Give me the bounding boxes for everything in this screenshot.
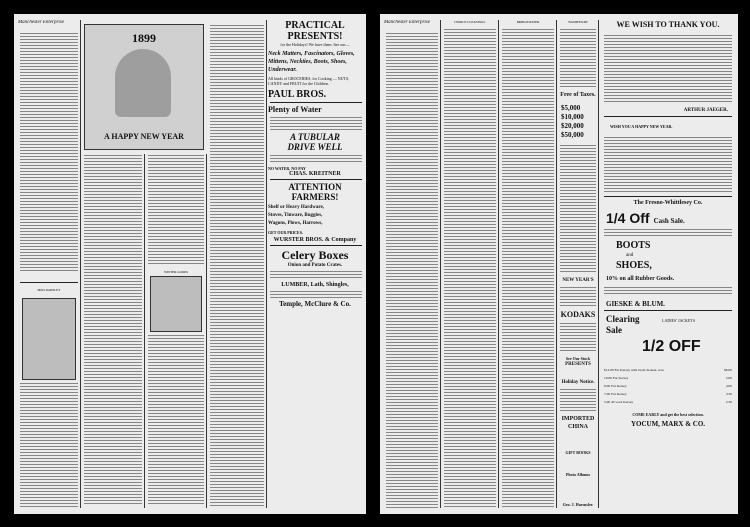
right-column-2: [442, 20, 499, 508]
masthead: Manchester Enterprise: [384, 20, 430, 25]
clearing-heading: Clearing: [606, 314, 640, 324]
come-early: COME EARLY and get the best selection.: [632, 412, 704, 417]
practical-presents-sub: for the Holidays! We have them. See our—: [280, 42, 350, 47]
price-label: 8.00 Fur Kersey: [604, 384, 627, 388]
hardware-line: Shelf or Heavy Hardware,: [268, 205, 324, 210]
price-value: $6.00: [724, 368, 732, 372]
right-column-1: [384, 20, 441, 508]
imported-heading: IMPORTED: [561, 416, 595, 422]
get-prices: GET OUR PRICES.: [268, 230, 303, 235]
gift-books: GIFT BOOKS: [565, 450, 591, 455]
stoves-line: Stoves, Tinware, Buggies,: [268, 213, 323, 218]
farmers-heading: FARMERS!: [291, 192, 339, 202]
illustration: [22, 298, 76, 380]
tubular-heading-2: DRIVE WELL: [287, 142, 343, 152]
winter-illustration: [150, 276, 202, 332]
divider: [270, 245, 362, 246]
price-row: [604, 398, 732, 406]
quarter-off-block: [606, 210, 685, 228]
fresno-name: The Fresno-Whittlesey Co.: [633, 200, 703, 206]
divider: [270, 179, 362, 180]
gieske-name: GIESKE & BLUM.: [606, 300, 665, 308]
amount-item: $5,000: [561, 104, 581, 112]
presents: PRESENTS: [565, 362, 591, 367]
left-column-2: [82, 154, 145, 508]
text-block: [604, 136, 732, 192]
amount-list: [561, 104, 584, 140]
and-word: and: [626, 253, 634, 258]
new-year-banner: A HAPPY NEW YEAR: [104, 132, 184, 141]
right-ad-column: [602, 20, 734, 508]
kodaks-heading: KODAKS: [560, 310, 596, 319]
cut-caption: WINTER GOODS: [163, 270, 189, 274]
text-block: [20, 382, 78, 508]
new-years-heading: NEW YEAR'S: [562, 278, 594, 283]
text-block: [604, 34, 732, 104]
text-block: [270, 116, 362, 130]
see-stock: See Our Stock: [565, 356, 591, 361]
lumber-line: LUMBER, Lath, Shingles,: [281, 282, 349, 288]
haeussler-name: Geo. J. Haeussler.: [562, 502, 594, 507]
right-newspaper-page: [380, 14, 738, 514]
sale-heading: Sale: [606, 325, 623, 335]
paul-bros-name: PAUL BROS.: [268, 89, 327, 100]
shoes-heading: SHOES,: [616, 260, 652, 271]
text-block: [560, 28, 596, 88]
text-block: [270, 270, 362, 280]
photo-albums: Photo Albums: [565, 472, 591, 477]
right-column-3: [500, 20, 557, 508]
price-row: [604, 374, 732, 382]
text-block: [560, 144, 596, 274]
wurster-name: WURSTER BROS. & Company: [273, 237, 357, 243]
cherub-figure: [115, 49, 171, 117]
holiday-notice: Holiday Notice.: [561, 380, 595, 385]
price-label: 10.00 Fur Kersey: [604, 376, 629, 380]
price-list: [604, 366, 732, 406]
text-block: [444, 28, 496, 508]
hardware-list: [268, 204, 362, 228]
right-column-4: [558, 20, 599, 508]
celery-boxes-heading: Celery Boxes: [281, 248, 349, 262]
text-block: [270, 154, 362, 164]
text-block: [560, 322, 596, 352]
thank-you-heading: WE WISH TO THANK YOU.: [616, 20, 720, 29]
divider: [604, 116, 732, 117]
masthead: Manchester Enterprise: [18, 20, 64, 25]
amount-item: $50,000: [561, 131, 584, 139]
tubular-heading-1: A TUBULAR: [290, 132, 340, 142]
left-newspaper-page: [14, 14, 366, 514]
price-value: 4.00: [725, 384, 732, 388]
text-block: [560, 286, 596, 306]
price-row: [604, 366, 732, 374]
text-block: [84, 154, 142, 506]
price-row: [604, 382, 732, 390]
attention-heading: ATTENTION: [288, 182, 342, 192]
price-row: [604, 390, 732, 398]
temple-name: Temple, McClure & Co.: [279, 300, 351, 308]
onion-crates: Onion and Potato Crates.: [287, 263, 343, 268]
half-off: 1/2 OFF: [642, 338, 701, 355]
text-block: [560, 388, 596, 412]
divider: [604, 310, 732, 311]
divider: [604, 196, 732, 197]
left-column-3: [146, 154, 207, 508]
column-heading: WASHTENAW: [568, 20, 588, 24]
china-heading: CHINA: [567, 424, 588, 430]
text-block: [386, 32, 438, 508]
divider: [270, 102, 362, 103]
text-block: [270, 290, 362, 298]
text-block: [604, 286, 732, 296]
price-value: 2.50: [725, 400, 732, 404]
year-number: 1899: [132, 31, 156, 45]
divider: [20, 282, 78, 283]
amount-item: $10,000: [561, 113, 584, 121]
new-year-illustration: [84, 24, 204, 150]
left-column-4: [208, 20, 267, 508]
no-water-notice: NO WATER, NO PAY: [268, 166, 306, 171]
neck-matters-ad: Neck Matters, Fascinators, Gloves, Mittens, Neckties, Boots, Shoes, Underwear.: [268, 51, 355, 73]
quarter-off: 1/4 Off: [606, 210, 650, 226]
practical-presents-title: PRACTICAL PRESENTS!: [285, 20, 345, 42]
column-heading: CHOICE CLEANINGS.: [454, 20, 486, 24]
wish-new-year: WISH YOU A HAPPY NEW YEAR.: [610, 124, 673, 129]
boots-heading: BOOTS: [616, 240, 651, 251]
yocum-name: YOCUM, MARX & CO.: [630, 420, 706, 428]
price-label: 5.00 all wool Kersey: [604, 400, 634, 404]
text-block: [502, 28, 554, 508]
amount-item: $20,000: [561, 122, 584, 130]
text-block: [210, 24, 264, 508]
price-value: 3.50: [725, 392, 732, 396]
price-label: $12.00 Fur Kersey with braid Jackets, now: [604, 368, 665, 372]
groceries-ad: All kinds of GROCERIES, for Cooking — NUTS, CANDY and FRUIT for the Children.: [268, 76, 350, 86]
wagons-line: Wagons, Plows, Harrows,: [268, 221, 323, 226]
arthur-jaeger-name: ARTHUR JAEGER.: [683, 108, 728, 113]
rubber-goods: 10% on all Rubber Goods.: [606, 276, 675, 282]
article-heading: MISS DARNLEY: [37, 288, 61, 292]
text-block: [604, 228, 732, 236]
cash-sale: Cash Sale.: [653, 217, 685, 225]
text-block: [148, 334, 204, 506]
price-value: 5.00: [725, 376, 732, 380]
price-label: 7.00 Fur Kersey: [604, 392, 627, 396]
left-ad-column: [268, 20, 362, 508]
text-block: [148, 154, 204, 264]
free-taxes-heading: Free of Taxes.: [560, 92, 596, 98]
kreitner-name: CHAS. KREITNER: [289, 171, 341, 177]
ladies-jackets: LADIES' JACKETS: [662, 318, 696, 323]
column-heading: BRIDGEWATER: [516, 20, 540, 24]
text-block: [20, 32, 78, 272]
plenty-water-heading: Plenty of Water: [268, 105, 322, 114]
left-column-1: [18, 20, 81, 508]
